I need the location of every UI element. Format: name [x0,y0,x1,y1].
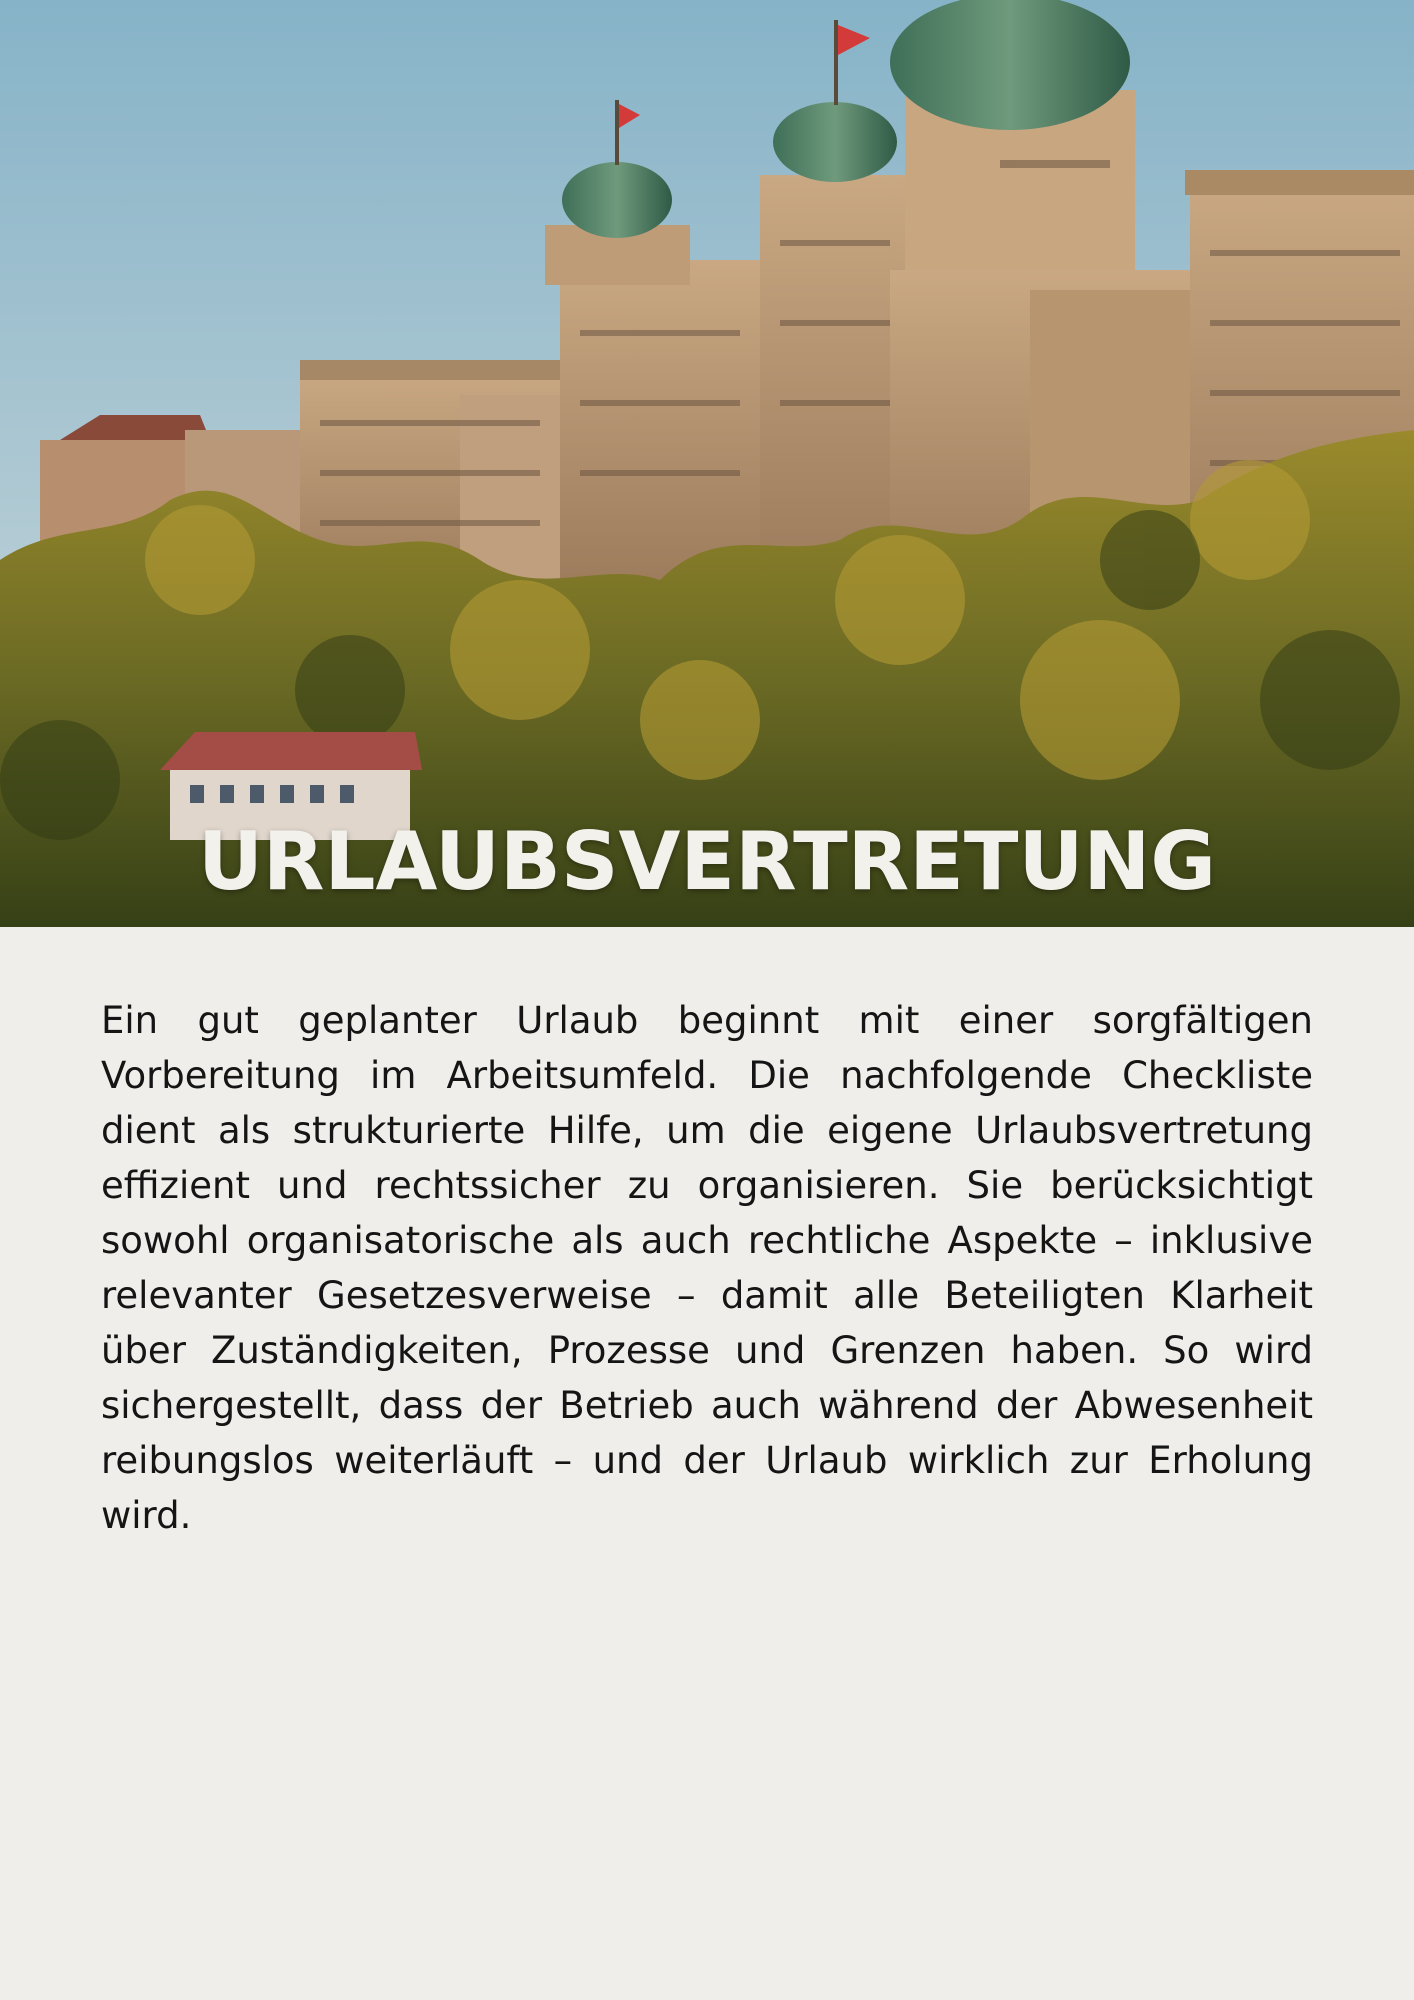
page-title: URLAUBSVERTRETUNG [197,815,1217,908]
intro-paragraph: Ein gut geplanter Urlaub beginnt mit einer sorgfältigen Vorbereitung im Arbeitsumfeld. Die nachfolgende Checkliste dient als strukturierte Hilfe, um die eigene Urlaubsvertretung effizient und rechtssicher zu organisieren. Sie berücksichtigt sowohl organisatorische als auch rechtliche Aspekte – inklusive relevanter Gesetzesverweise – damit alle Beteiligten Klarheit über Zuständigkeiten, Prozesse und Grenzen haben. So wird sichergestellt, dass der Betrieb auch während der Abwesenheit reibungslos weiterläuft – und der Urlaub wirklich zur Erholung wird. [101,999,1313,1537]
hero-image [0,0,1414,927]
hero-section [0,0,1414,927]
main-content [101,993,1313,1543]
